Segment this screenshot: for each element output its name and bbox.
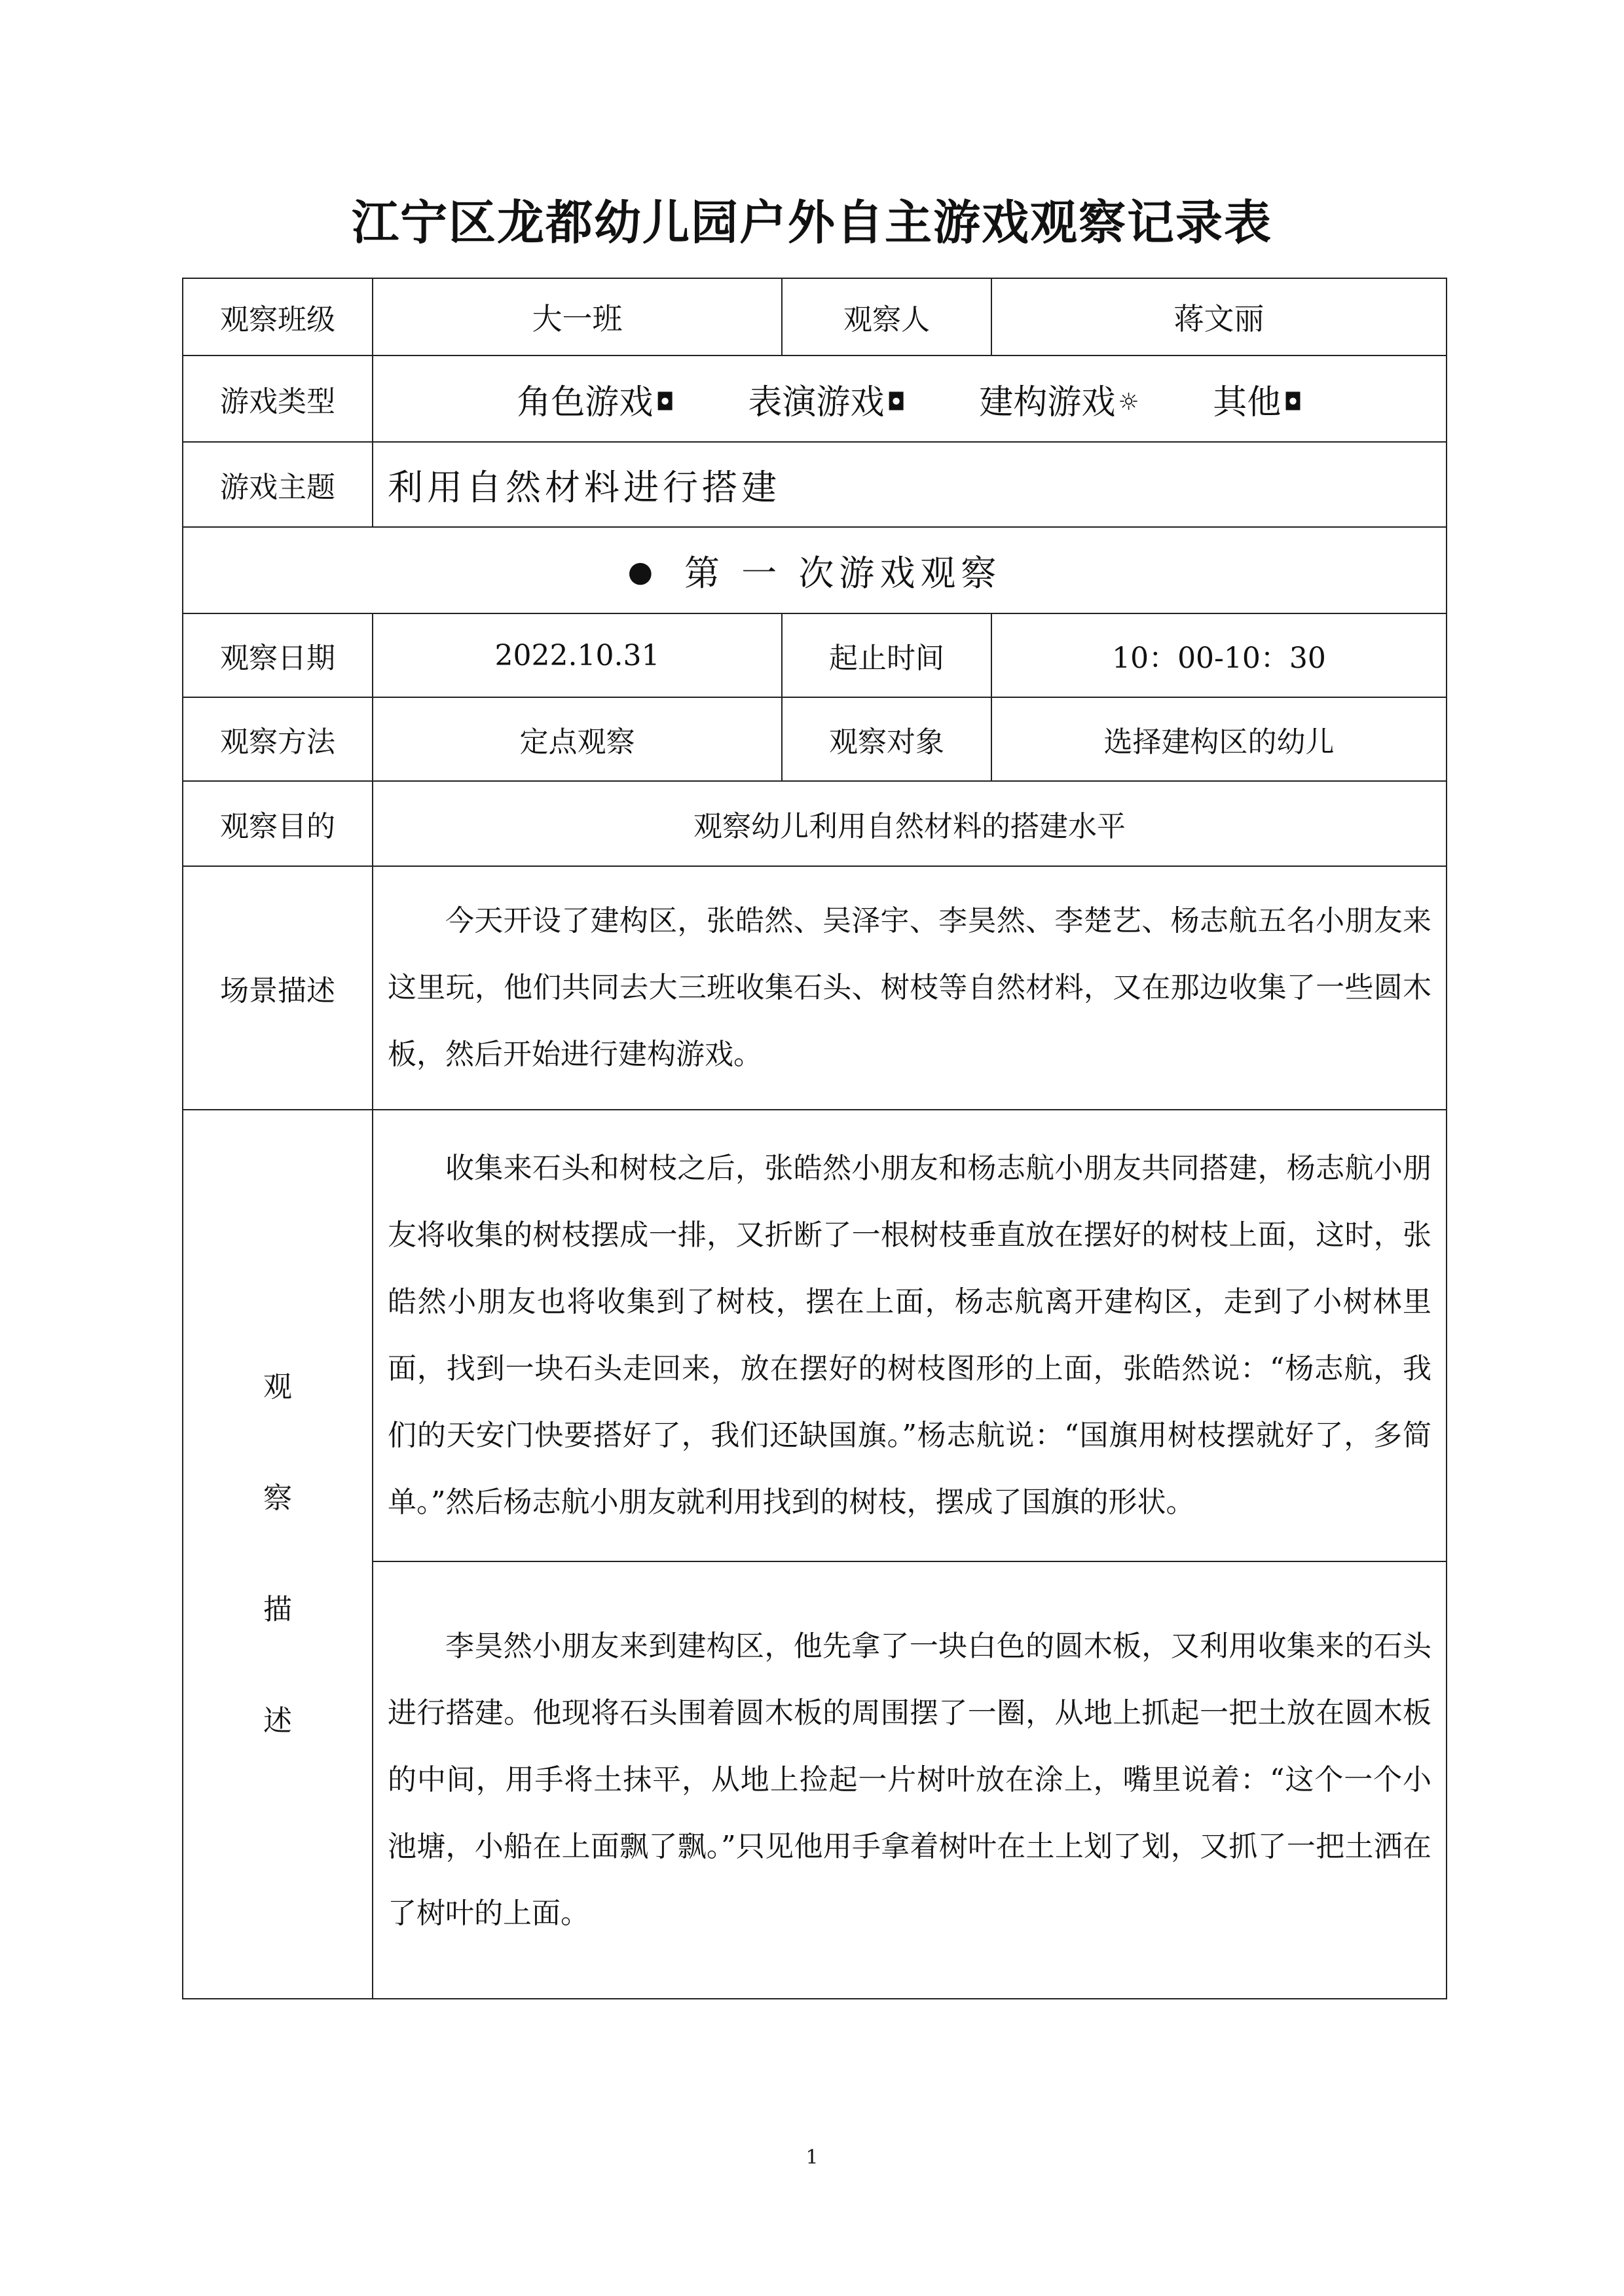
row-observation-2 <box>183 1561 1447 1999</box>
scene-description: 今天开设了建构区，张皓然、吴泽宇、李昊然、李楚艺、杨志航五名小朋友来这里玩，他们共同去大三班收集石头、树枝等自然材料，又在那边收集了一些圆木板，然后开始进行建构游戏。 <box>373 866 1447 1110</box>
game-type-option-performance[interactable]: 表演游戏 ◘ <box>748 382 906 422</box>
observe-purpose-label: 观察目的 <box>183 781 373 866</box>
observe-date-label: 观察日期 <box>183 613 373 697</box>
row-session-heading <box>183 527 1447 613</box>
row-class-observer <box>183 278 1447 355</box>
game-theme-value: 利用自然材料进行搭建 <box>373 442 1447 527</box>
row-purpose <box>183 781 1447 866</box>
observe-date-value: 2022.10.31 <box>373 613 782 697</box>
row-scene <box>183 866 1447 1110</box>
observation-paragraph-2: 李昊然小朋友来到建构区，他先拿了一块白色的圆木板，又利用收集来的石头进行搭建。他现将石头围着圆木板的周围摆了一圈，从地上抓起一把土放在圆木板的中间，用手将土抹平，从地上捡起一片树叶放在涂上，嘴里说着：“这个一个小池塘，小船在上面飘了飘。”只见他用手拿着树叶在土上划了划，又抓了一把土洒在了树叶的上面。 <box>373 1561 1447 1999</box>
time-range-label: 起止时间 <box>782 613 991 697</box>
page-number: 1 <box>805 2146 819 2169</box>
observation-record-table <box>182 278 1447 1999</box>
observe-method-value: 定点观察 <box>373 697 782 781</box>
observation-paragraph-1: 收集来石头和树枝之后，张皓然小朋友和杨志航小朋友共同搭建，杨志航小朋友将收集的树枝摆成一排，又折断了一根树枝垂直放在摆好的树枝上面，这时，张皓然小朋友也将收集到了树枝，摆在上面，杨志航离开建构区，走到了小树林里面，找到一块石头走回来，放在摆好的树枝图形的上面，张皓然说：“杨志航，我们的天安门快要搭好了，我们还缺国旗。”杨志航说：“国旗用树枝摆就好了，多简单。”然后杨志航小朋友就利用找到的树枝，摆成了国旗的形状。 <box>373 1110 1447 1561</box>
scene-label: 场景描述 <box>183 866 373 1110</box>
observe-target-label: 观察对象 <box>782 697 991 781</box>
game-type-option-role[interactable]: 角色游戏 ◘ <box>517 382 674 422</box>
observe-class-label: 观察班级 <box>183 278 373 355</box>
observe-purpose-value: 观察幼儿利用自然材料的搭建水平 <box>373 781 1447 866</box>
session-title: 第 一 次游戏观察 <box>684 552 1002 594</box>
game-type-option-construction[interactable]: 建构游戏 ☼ <box>979 382 1139 422</box>
bullet-icon: ● <box>627 555 659 589</box>
observer-label: 观察人 <box>782 278 991 355</box>
option-radio-icon: ◘ <box>887 388 906 416</box>
game-type-option-other[interactable]: 其他 ◘ <box>1213 382 1302 422</box>
session-heading <box>183 527 1447 613</box>
option-radio-icon: ◘ <box>1283 388 1302 416</box>
row-date-time <box>183 613 1447 697</box>
option-radio-icon: ◘ <box>655 388 674 416</box>
time-range-value: 10：00-10：30 <box>991 613 1447 697</box>
game-type-label: 游戏类型 <box>183 355 373 442</box>
observation-label: 观 察 描 述 <box>183 1110 373 1999</box>
row-game-theme <box>183 442 1447 527</box>
observe-method-label: 观察方法 <box>183 697 373 781</box>
observe-class-value: 大一班 <box>373 278 782 355</box>
row-method-target <box>183 697 1447 781</box>
row-observation-1 <box>183 1110 1447 1561</box>
observe-target-value: 选择建构区的幼儿 <box>991 697 1447 781</box>
page-title: 江宁区龙都幼儿园户外自主游戏观察记录表 <box>351 195 1272 250</box>
game-type-options <box>373 355 1447 442</box>
row-game-type <box>183 355 1447 442</box>
observer-value: 蒋文丽 <box>991 278 1447 355</box>
game-theme-label: 游戏主题 <box>183 442 373 527</box>
option-selected-sun-icon: ☼ <box>1118 388 1139 416</box>
